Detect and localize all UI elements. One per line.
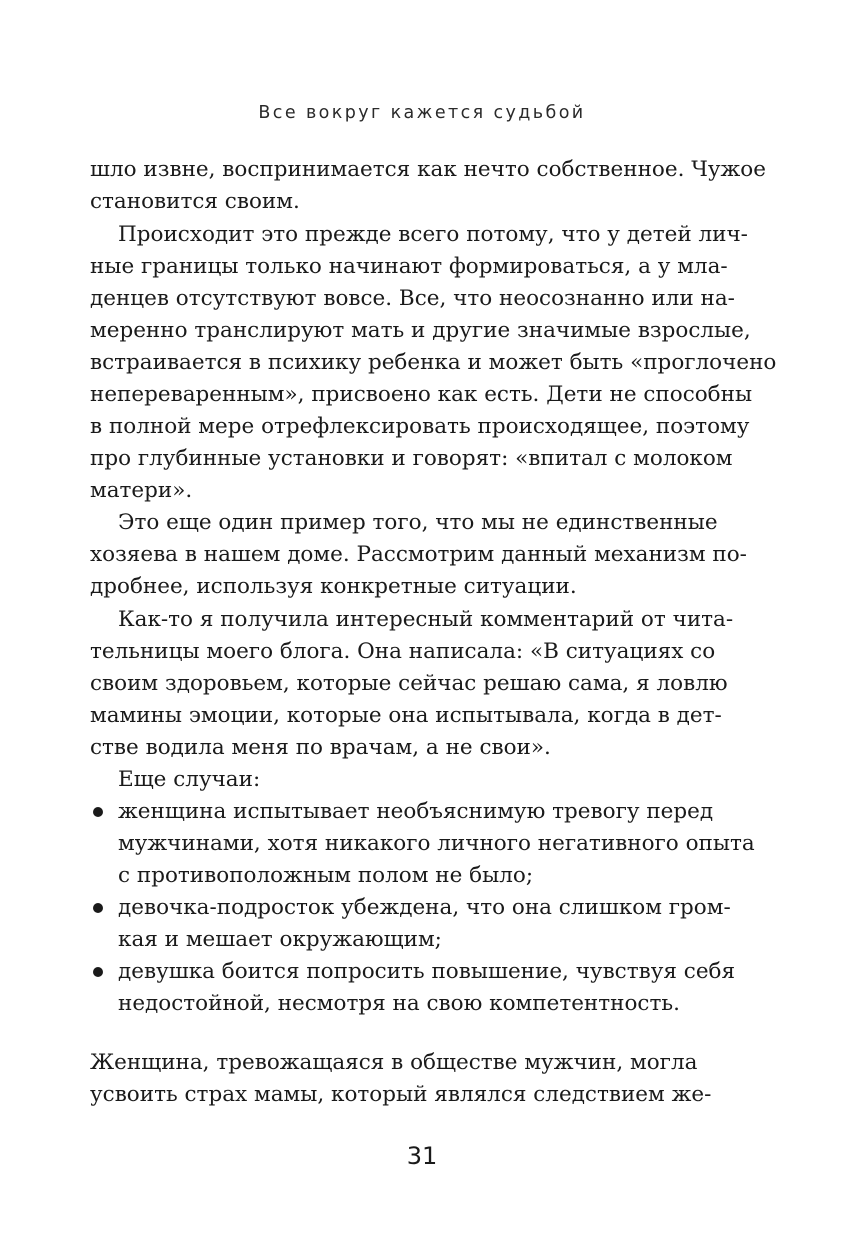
text-line: мамины эмоции, которые она испытывала, когда в дет- <box>90 703 722 728</box>
text-line: ные границы только начинают формироваться, а у мла- <box>90 254 728 279</box>
text-line: кая и мешает окружающим; <box>118 927 442 952</box>
bullet-icon <box>93 967 103 977</box>
text-line: тельницы моего блога. Она написала: «В ситуациях со <box>90 639 716 664</box>
text-line: становится своим. <box>90 189 300 214</box>
bullet-icon <box>93 903 103 913</box>
text-line: хозяева в нашем доме. Рассмотрим данный механизм по- <box>90 542 747 567</box>
text-line: матери». <box>90 478 193 503</box>
text-line: меренно транслируют мать и другие значимые взрослые, <box>90 318 751 343</box>
text-line: своим здоровьем, которые сейчас решаю сама, я ловлю <box>90 671 728 696</box>
text-line: в полной мере отрефлексировать происходящее, поэтому <box>90 414 750 439</box>
text-line: стве водила меня по врачам, а не свои». <box>90 735 551 760</box>
text-line: мужчинами, хотя никакого личного негативного опыта <box>118 831 755 856</box>
text-line: Еще случаи: <box>118 767 261 792</box>
text-line: денцев отсутствуют вовсе. Все, что неосознанно или на- <box>90 286 735 311</box>
text-line: Как-то я получила интересный комментарий от чита- <box>118 607 734 632</box>
text-line: Происходит это прежде всего потому, что у детей лич- <box>118 222 748 247</box>
text-line: девочка-подросток убеждена, что она слишком гром- <box>118 895 731 920</box>
text-line: шло извне, воспринимается как нечто собственное. Чужое <box>90 157 766 182</box>
text-line: женщина испытывает необъяснимую тревогу перед <box>118 799 714 824</box>
text-line: непереваренным», присвоено как есть. Дети не способны <box>90 382 753 407</box>
text-line: дробнее, используя конкретные ситуации. <box>90 574 577 599</box>
text-line: девушка боится попросить повышение, чувствуя себя <box>118 959 736 984</box>
text-line: Это еще один пример того, что мы не единственные <box>118 510 718 535</box>
text-line: недостойной, несмотря на свою компетентность. <box>118 991 680 1016</box>
text-line: встраивается в психику ребенка и может быть «проглочено <box>90 350 777 375</box>
text-line: про глубинные установки и говорят: «впитал с молоком <box>90 446 733 471</box>
text-line: с противоположным полом не было; <box>118 863 534 888</box>
bullet-icon <box>93 807 103 817</box>
page-number: 31 <box>406 1142 438 1170</box>
running-head: Все вокруг кажется судьбой <box>258 103 586 123</box>
text-line: усвоить страх мамы, который являлся следствием же- <box>90 1082 712 1107</box>
text-line: Женщина, тревожащаяся в обществе мужчин, могла <box>90 1050 698 1075</box>
